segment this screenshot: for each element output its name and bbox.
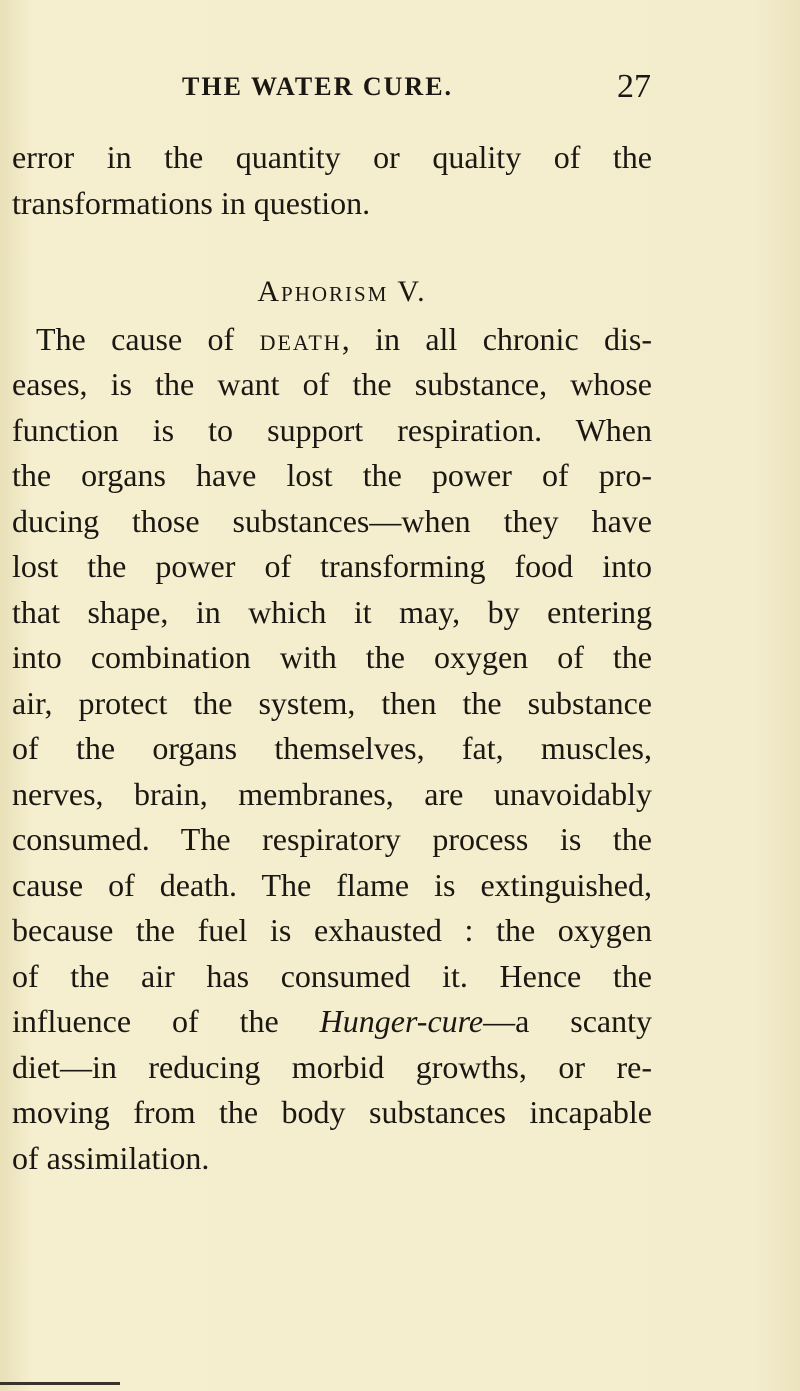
text-line: diet—in reducing morbid growths, or re- bbox=[12, 1048, 652, 1085]
text-line: of the air has consumed it. Hence the bbox=[12, 957, 652, 994]
text-line bbox=[12, 999, 652, 1045]
text-line: consumed. The respiratory process is the bbox=[12, 821, 652, 857]
small-caps-word: death bbox=[259, 320, 342, 357]
bottom-rule bbox=[0, 1382, 120, 1385]
page-number: 27 bbox=[617, 68, 651, 105]
text-line: into combination with the oxygen of the bbox=[12, 639, 652, 675]
text-line: the organs have lost the power of pro- bbox=[12, 457, 652, 493]
text-line: transformations in question. bbox=[12, 184, 371, 221]
text-line: moving from the body substances incapable bbox=[12, 1094, 652, 1130]
text-run: —a scanty bbox=[483, 1003, 653, 1039]
text-line: air, protect the system, then the substance bbox=[12, 684, 652, 721]
text-line: cause of death. The flame is extinguished, bbox=[12, 866, 652, 903]
section-heading: Aphorism V. bbox=[257, 275, 427, 308]
paragraph-first-line bbox=[12, 317, 652, 363]
text-line: of the organs themselves, fat, muscles, bbox=[12, 730, 652, 766]
italic-title: Hunger-cure bbox=[319, 1003, 484, 1039]
text-line: of assimilation. bbox=[12, 1139, 210, 1176]
text-line: because the fuel is exhausted : the oxygen bbox=[12, 912, 652, 948]
running-head: THE WATER CURE. bbox=[182, 72, 454, 101]
page-header bbox=[0, 68, 800, 112]
text-run: , in all chronic dis- bbox=[341, 320, 653, 357]
text-line: function is to support respiration. When bbox=[12, 411, 652, 448]
text-run: The cause of bbox=[36, 320, 260, 357]
text-line: error in the quantity or quality of the bbox=[12, 139, 652, 175]
text-line: ducing those substances—when they have bbox=[12, 502, 652, 539]
text-run: influence of the bbox=[12, 1003, 320, 1039]
text-line: eases, is the want of the substance, whose bbox=[12, 366, 652, 402]
text-line: that shape, in which it may, by entering bbox=[12, 593, 652, 630]
text-line: nerves, brain, membranes, are unavoidably bbox=[12, 775, 652, 812]
page-body bbox=[12, 135, 652, 1181]
text-line: lost the power of transforming food into bbox=[12, 548, 652, 584]
